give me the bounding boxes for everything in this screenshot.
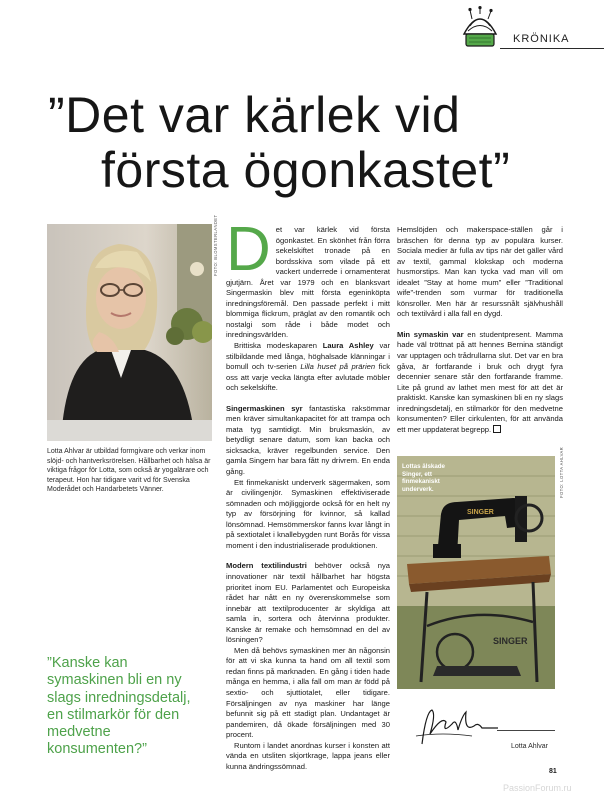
column2-p2: en studentpresent. Mamma hade väl tröttnat på att hennes Bernina ständigt var upptagen och trådrullarna slut. Det var en bra gåva, är fortfarande i bruk och drygt fyra decennier senare står den fortfarande framme. Lite på grund av lathet men mest för att det är praktiskt. Kanske kan symaskinen bli en ny slags inredningsdetalj, en stilmarkör för den medvetne konsumenten? Eller cirkulenten, för att använda ett mer uppdaterat begrepp.	[397, 329, 563, 434]
column1-p5-lead: Modern textilindustri	[226, 561, 307, 571]
signature-name: Lotta Ahlvar	[511, 743, 548, 750]
singer-logo: SINGER	[467, 509, 494, 516]
portrait-caption: Lotta Ahlvar är utbildad formgivare och verkar inom slöjd- och hantverksrörelsen. Hållbarhet och hälsa är viktiga frågor för Lotta, som också är yogalärare och terapeut. Hon har tidigare varit vd för Svenska Moderådet och Handarbetets Vänner.	[47, 448, 211, 494]
column1-p2-c: var stilbildande med långa, höghalsade klänningar i bomull och tv-serien	[226, 341, 390, 372]
column1-p2-e: fick oss att varje vecka längta efter avlutade möbler och sekelskifte.	[226, 362, 391, 393]
column2-p1: Hemslöjden och makerspace-ställen går i bräschen för denna typ av populära kurser. Sociala medier är fulla av tips när det gäller vård av textil, gammal klokskap och moderna husmorstips. Man kan tycka vad man vill om idealet ”Stay at home mum” eller ”Traditional wife”-trenden som vurmar för traditionella könsroller. Men här är resurssnålt självhushåll och textilvård i alla fall en dygd.	[397, 225, 563, 319]
singer-logo-base: SINGER	[493, 636, 528, 646]
page-number: 81	[549, 768, 557, 775]
column2-p2-lead: Min symaskin var	[397, 329, 464, 339]
header-rule	[500, 48, 604, 49]
column-1	[226, 215, 391, 772]
column1-p4: Ett finmekaniskt underverk sägermaken, som är civilingenjör. Symaskinen effektiviserade sömnaden och möjliggjorde också för en helt ny typ av försörjning för kvinnor, så kallad lönsömnad. Hemsömmerskor fanns kvar långt in på sextiotalet i knallebygden runt Borås för vissa moment i den industrialiserade produktionen.	[226, 477, 390, 550]
column1-p6: Men då behövs symaskinen mer än någonsin för att vi ska kunna ta hand om all textil som redan finns på marknaden. En gång i tiden hade många en hemma, i alla fall om man är född på sextio- och sjuttiotalet, eller tidigare. Försäljningen av nya maskiner har länge befunnit sig på ett stadigt plan. Undantaget är pandemiren, då ökade försäljningen med 30 procent.	[226, 645, 390, 740]
headline-line-2: första ögonkastet”	[101, 142, 511, 198]
signature-handwriting-icon	[412, 704, 502, 750]
column1-p3: fantastiska raksömmar men kräver simultankapacitet för att trampa och mata tyg samtidigt. Min bruksmaskin, av betydligt senare datum, som kan backa och sicksacka, kräver regelbunden service. Den gamla Singern har bara fått ny drivrem. En enda gång.	[226, 403, 390, 477]
photo-label: Lottas älskade Singer, ett finmekaniskt underverk.	[402, 463, 445, 493]
column1-p5: behöver också nya innovationer när textil hållbarhet har högsta prioritet inom EU. Parlamentet och Europeiska rådet har nått en ny överenskommelse som innebär att textilproducenter är skyldiga att samla in, sortera och återvinna produkter. Kanske är remake och hemsömnad en del av lösningen?	[226, 561, 390, 645]
column1-p2-italic: Lilla huset på prärien	[300, 362, 376, 372]
pull-quote: ”Kanske kan symaskinen bli en ny slags inredningsdetalj, en stilmarkör för den medvetne konsumenten?”	[47, 655, 191, 758]
column1-p3-lead: Singermaskinen syr	[226, 403, 303, 413]
watermark: PassionForum.ru	[503, 783, 572, 793]
end-mark-icon	[493, 425, 501, 433]
section-label: KRÖNIKA	[513, 33, 570, 45]
column1-p2-bold: Laura Ashley	[322, 341, 374, 351]
machine-photo-credit: FOTO: LOTTA AHLVAR	[559, 446, 564, 498]
headline-line-1: ”Det var kärlek vid	[48, 87, 461, 143]
drop-cap: D	[226, 215, 271, 284]
portrait-photo	[47, 224, 212, 441]
signature-line	[497, 730, 555, 731]
column1-p2-a: Brittiska modeskaparen	[234, 341, 323, 351]
section-logo-icon	[458, 6, 502, 52]
column1-p1: et var kärlek vid första ögonkastet. En skönhet från förra sekelskiftet tronade på en bordsskiva som vilade på ett vackert underrede i ornamenterat gjutjärn. Året var 1979 och en blanksvart Singermaskin blev mitt första egeninköpta inredningsföremål. Den passade perfekt i mitt blommiga flickrum, präglat av den romantik och nostalgi som råde i både modet och inredningsvärlden.	[226, 225, 390, 340]
portrait-photo-credit: FOTO: BLOMSTERLANDET	[213, 214, 218, 276]
column-2	[397, 225, 563, 435]
column1-p7: Runtom i landet anordnas kurser i konsten att vända en utsliten skjortkrage, lappa jeans eller kunna ändringssömnad.	[226, 740, 390, 771]
